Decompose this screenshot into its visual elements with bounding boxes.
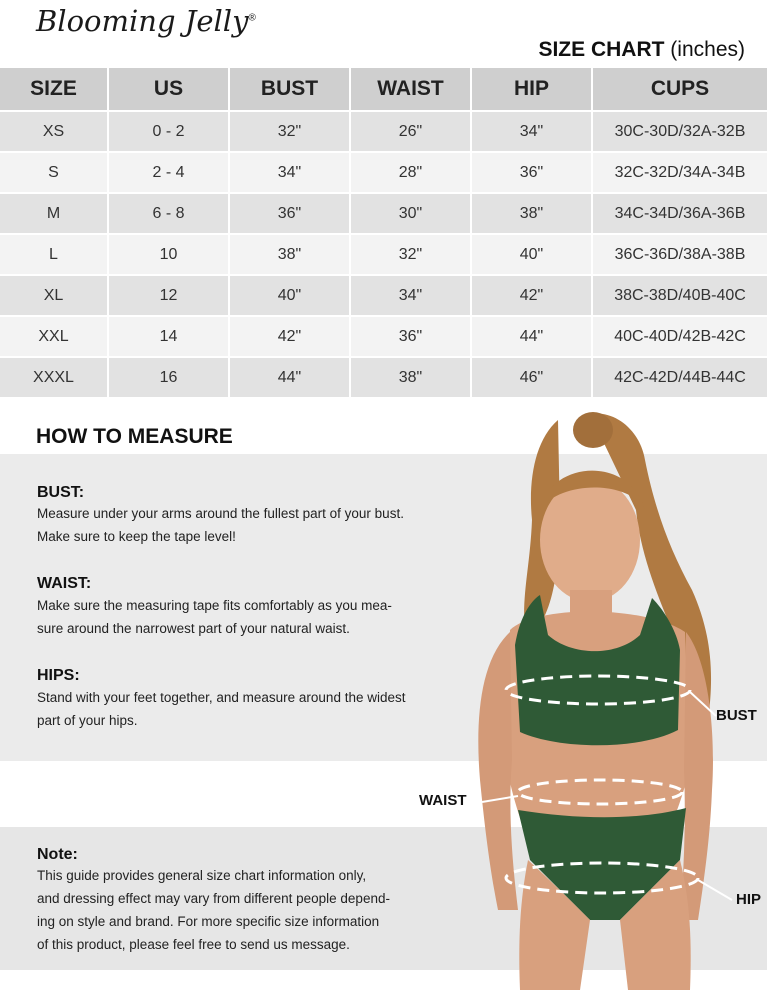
cell-waist: 30" — [350, 193, 471, 234]
table-row — [0, 357, 767, 397]
table-row — [0, 111, 767, 152]
cell-us: 14 — [108, 316, 229, 357]
model-photo — [440, 400, 767, 990]
cell-hip: 34" — [471, 111, 592, 152]
cell-cups: 38C-38D/40B-40C — [592, 275, 767, 316]
cell-bust: 38" — [229, 234, 350, 275]
cell-us: 2 - 4 — [108, 152, 229, 193]
cell-bust: 40" — [229, 275, 350, 316]
header-cups: CUPS — [592, 68, 767, 111]
table-row — [0, 316, 767, 357]
cell-hip: 36" — [471, 152, 592, 193]
cell-hip: 38" — [471, 193, 592, 234]
cell-bust: 44" — [229, 357, 350, 397]
cell-size: XL — [0, 275, 108, 316]
cell-size: XS — [0, 111, 108, 152]
text-line: This guide provides general size chart information only, — [37, 868, 367, 883]
cell-cups: 36C-36D/38A-38B — [592, 234, 767, 275]
brand-logo: Blooming Jelly® — [36, 4, 256, 38]
cell-waist: 34" — [350, 275, 471, 316]
table-row — [0, 234, 767, 275]
text-line: ing on style and brand. For more specific size information — [37, 914, 380, 929]
cell-waist: 28" — [350, 152, 471, 193]
how-to-measure-title: HOW TO MEASURE — [36, 425, 233, 448]
cell-size: M — [0, 193, 108, 234]
text-line: Stand with your feet together, and measure around the widest — [37, 690, 406, 705]
cell-bust: 36" — [229, 193, 350, 234]
cell-cups: 32C-32D/34A-34B — [592, 152, 767, 193]
header-us: US — [108, 68, 229, 111]
note-text — [37, 864, 447, 956]
cell-cups: 30C-30D/32A-32B — [592, 111, 767, 152]
header-waist: WAIST — [350, 68, 471, 111]
hips-heading: HIPS: — [37, 667, 80, 684]
text-line: sure around the narrowest part of your natural waist. — [37, 621, 350, 636]
cell-us: 16 — [108, 357, 229, 397]
cell-bust: 42" — [229, 316, 350, 357]
cell-waist: 38" — [350, 357, 471, 397]
size-table — [0, 68, 767, 397]
chart-title: SIZE CHART (inches) — [538, 38, 745, 61]
cell-hip: 46" — [471, 357, 592, 397]
cell-cups: 34C-34D/36A-36B — [592, 193, 767, 234]
waist-text — [37, 594, 437, 640]
cell-waist: 36" — [350, 316, 471, 357]
text-line: Make sure to keep the tape level! — [37, 529, 236, 544]
cell-us: 10 — [108, 234, 229, 275]
bust-text — [37, 502, 437, 548]
cell-hip: 44" — [471, 316, 592, 357]
cell-waist: 32" — [350, 234, 471, 275]
header-hip: HIP — [471, 68, 592, 111]
cell-size: L — [0, 234, 108, 275]
header-bust: BUST — [229, 68, 350, 111]
cell-us: 6 - 8 — [108, 193, 229, 234]
cell-waist: 26" — [350, 111, 471, 152]
cell-hip: 40" — [471, 234, 592, 275]
cell-cups: 40C-40D/42B-42C — [592, 316, 767, 357]
text-line: Measure under your arms around the fullest part of your bust. — [37, 506, 404, 521]
cell-us: 12 — [108, 275, 229, 316]
cell-bust: 34" — [229, 152, 350, 193]
text-line: part of your hips. — [37, 713, 138, 728]
table-header-row — [0, 68, 767, 111]
label-hip: HIP — [736, 891, 762, 908]
text-line: and dressing effect may vary from different people depend- — [37, 891, 390, 906]
label-bust: BUST — [716, 707, 757, 724]
cell-size: XXL — [0, 316, 108, 357]
table-row — [0, 193, 767, 234]
hips-text — [37, 686, 437, 732]
cell-bust: 32" — [229, 111, 350, 152]
table-row — [0, 275, 767, 316]
cell-cups: 42C-42D/44B-44C — [592, 357, 767, 397]
table-row — [0, 152, 767, 193]
cell-size: S — [0, 152, 108, 193]
bust-heading: BUST: — [37, 484, 85, 501]
label-waist: WAIST — [419, 792, 467, 809]
text-line: of this product, please feel free to send us message. — [37, 937, 350, 952]
text-line: Make sure the measuring tape fits comfortably as you mea- — [37, 598, 392, 613]
cell-us: 0 - 2 — [108, 111, 229, 152]
cell-size: XXXL — [0, 357, 108, 397]
note-heading: Note: — [37, 846, 78, 863]
cell-hip: 42" — [471, 275, 592, 316]
header-size: SIZE — [0, 68, 108, 111]
waist-heading: WAIST: — [37, 575, 92, 592]
